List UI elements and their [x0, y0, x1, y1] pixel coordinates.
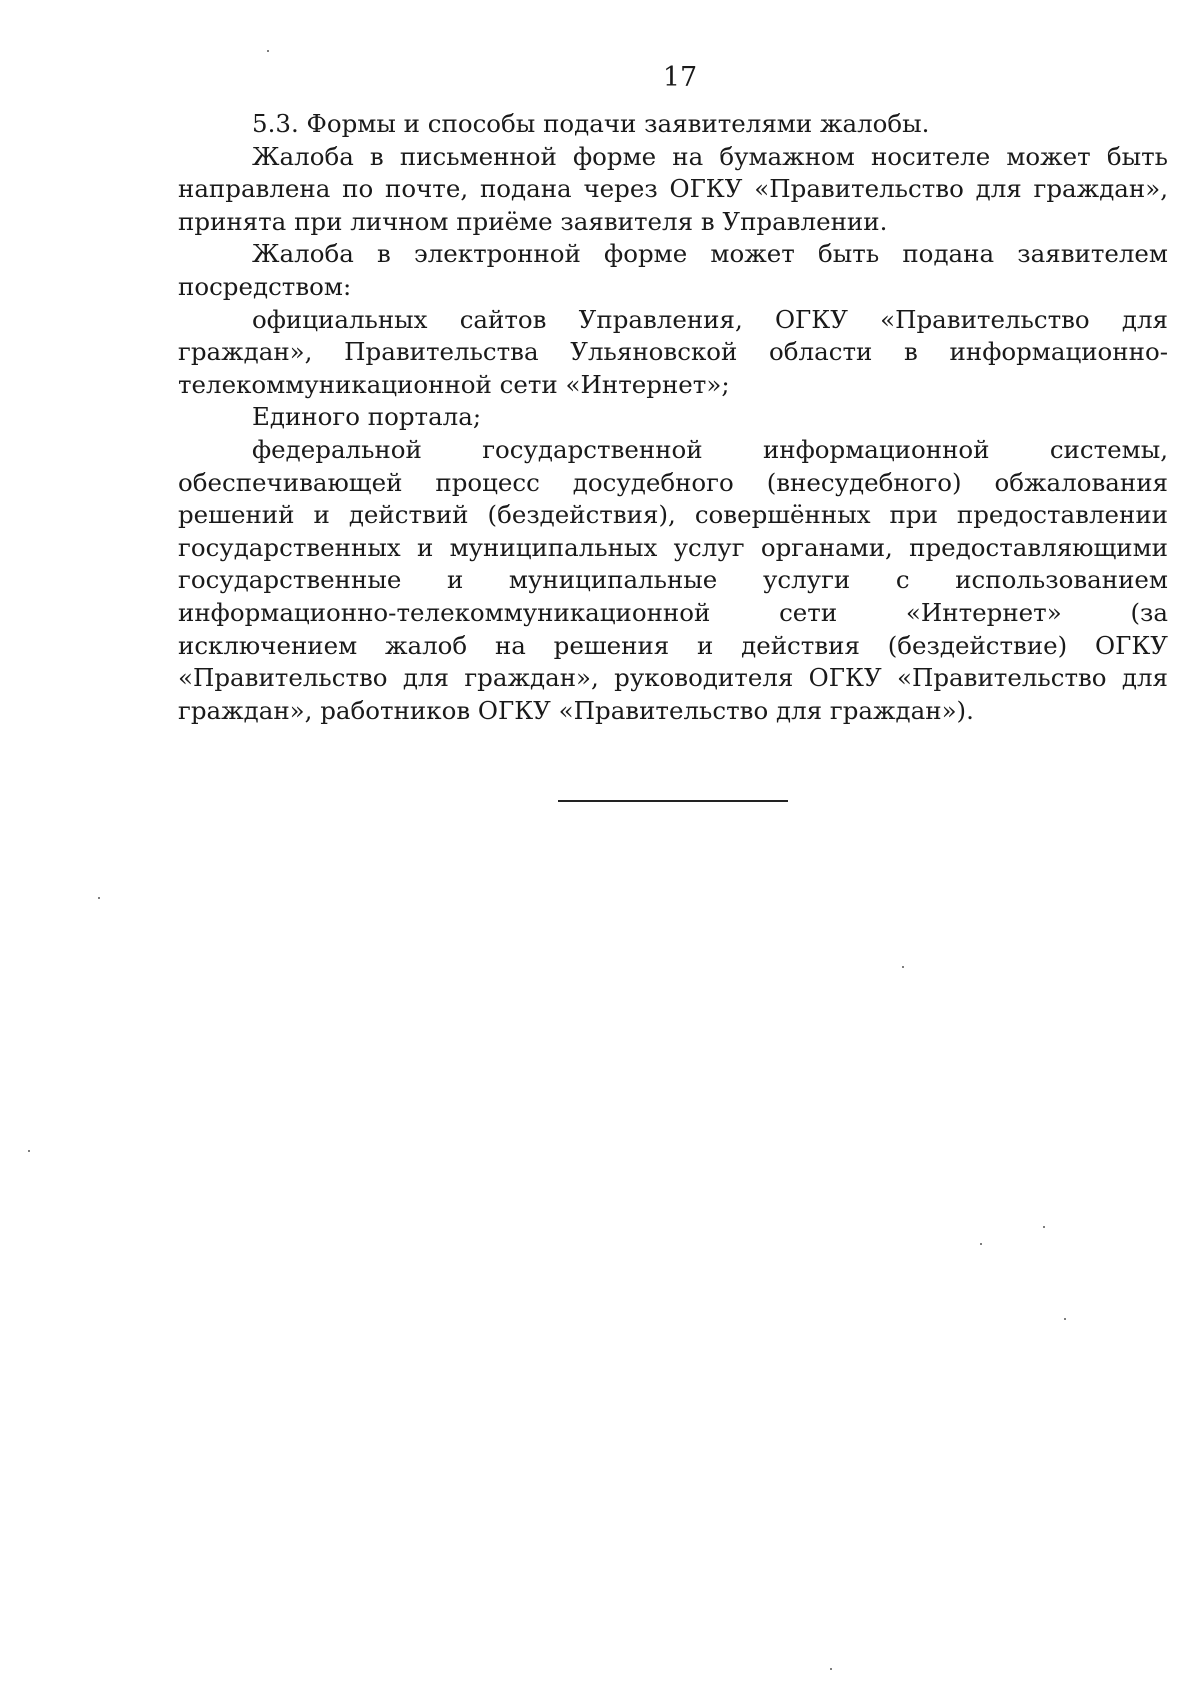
scan-speck — [980, 1243, 982, 1245]
page-number: 17 — [662, 62, 698, 93]
section-heading: 5.3. Формы и способы подачи заявителями жалобы. — [252, 109, 930, 138]
paragraph-federal-system: федеральной государственной информационной системы, обеспечивающей процесс досудебного (внесудебного) обжалования решений и действий (бездействия), совершённых при предоставлении государственных и муниципальных услуг органами, предоставляющими государственные и муниципальные услуги с использованием информационно-телекоммуникационной сети «Интернет» (за исключением жалоб на решения и действия (бездействие) ОГКУ «Правительство для граждан», руководителя ОГКУ «Правительство для граждан», работников ОГКУ «Правительство для граждан»). — [178, 434, 1168, 725]
scan-speck — [902, 966, 904, 968]
scan-speck — [1043, 1226, 1045, 1228]
end-of-document-rule — [558, 800, 788, 802]
scan-speck — [1064, 1318, 1066, 1320]
document-body — [178, 108, 1168, 727]
paragraph-electronic-complaint: Жалоба в электронной форме может быть подана заявителем посредством: — [178, 239, 1168, 301]
scan-speck — [267, 50, 269, 52]
scan-speck — [830, 1668, 832, 1670]
scan-speck — [28, 1150, 30, 1152]
paragraph-unified-portal: Единого портала; — [252, 402, 482, 432]
paragraph-paper-complaint: Жалоба в письменной форме на бумажном носителе может быть направлена по почте, подана через ОГКУ «Правительство для граждан», принята при личном приёме заявителя в Управлении. — [178, 141, 1168, 236]
scan-speck — [98, 897, 100, 899]
paragraph-official-sites: официальных сайтов Управления, ОГКУ «Правительство для граждан», Правительства Ульяновской области в информационно-телекоммуникационной сети «Интернет»; — [178, 304, 1168, 399]
